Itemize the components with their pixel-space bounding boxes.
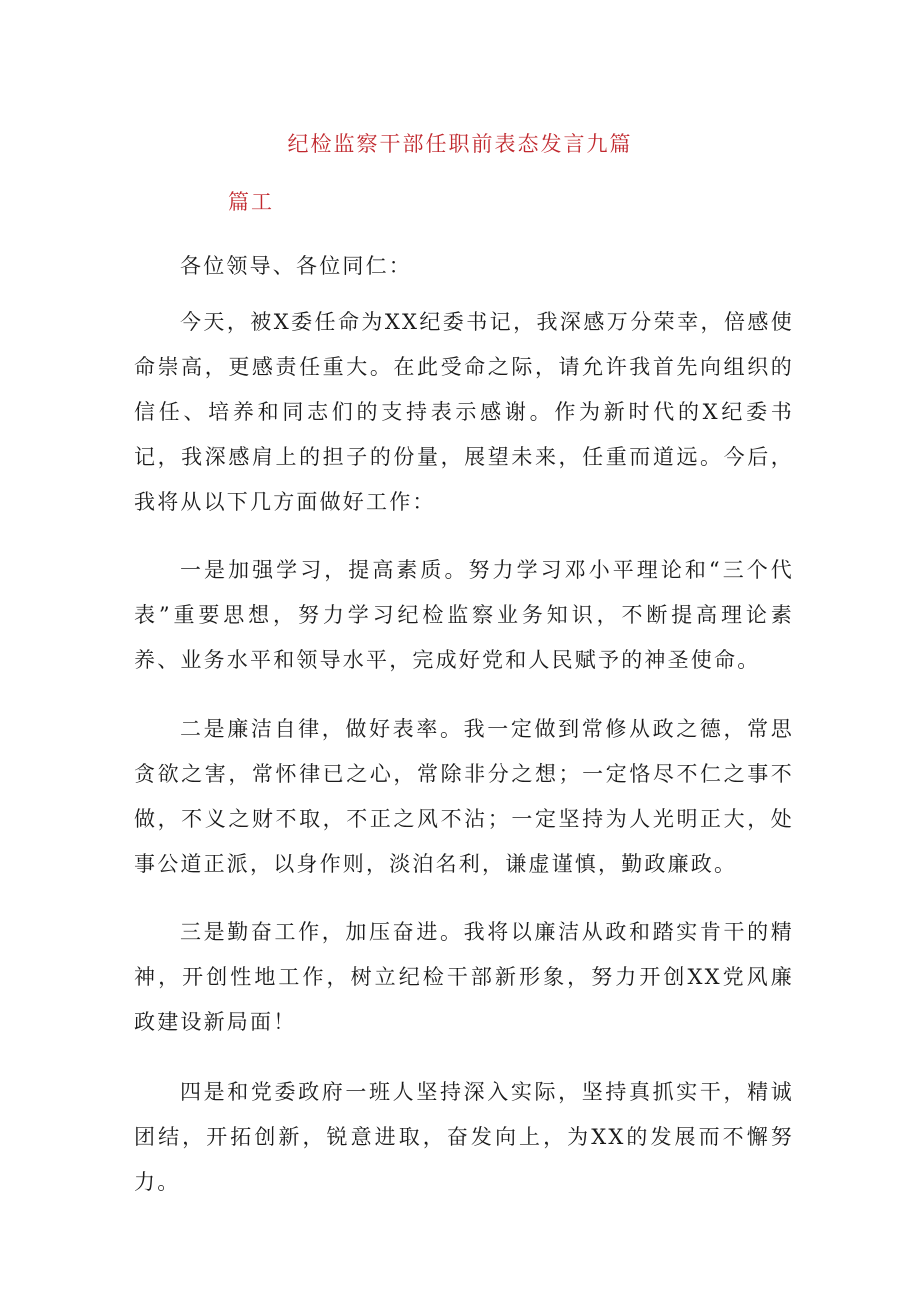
section-label: 篇工 [228,190,274,214]
paragraph-point-two: 二是廉洁自律，做好表率。我一定做到常修从政之德，常思贪欲之害，常怀律已之心，常除非分之想；一定恪尽不仁之事不做，不义之财不取，不正之风不沾；一定坚持为人光明正大，处事公道正派，以身作则，淡泊名利，谦虚谨慎，勤政廉政。 [134,717,794,876]
paragraph-intro: 今天，被X委任命为XX纪委书记，我深感万分荣幸，倍感使命崇高，更感责任重大。在此受命之际，请允许我首先向组织的信任、培养和同志们的支持表示感谢。作为新时代的X纪委书记，我深感肩上的担子的份量，展望未来，任重而道远。今后，我将从以下几方面做好工作： [134,310,794,514]
salutation: 各位领导、各位同仁： [180,254,412,278]
paragraph-point-three: 三是勤奋工作，加压奋进。我将以廉洁从政和踏实肯干的精神，开创性地工作，树立纪检干部新形象，努力开创XX党风廉政建设新局面！ [134,920,794,1034]
document-title: 纪检监察干部任职前表态发言九篇 [287,132,633,156]
paragraph-point-one: 一是加强学习，提高素质。努力学习邓小平理论和“三个代表”重要思想，努力学习纪检监察业务知识，不断提高理论素养、业务水平和领导水平，完成好党和人民赋予的神圣使命。 [134,558,794,672]
paragraph-point-four: 四是和党委政府一班人坚持深入实际，坚持真抓实干，精诚团结，开拓创新，锐意进取，奋发向上，为XX的发展而不懈努力。 [134,1080,794,1194]
